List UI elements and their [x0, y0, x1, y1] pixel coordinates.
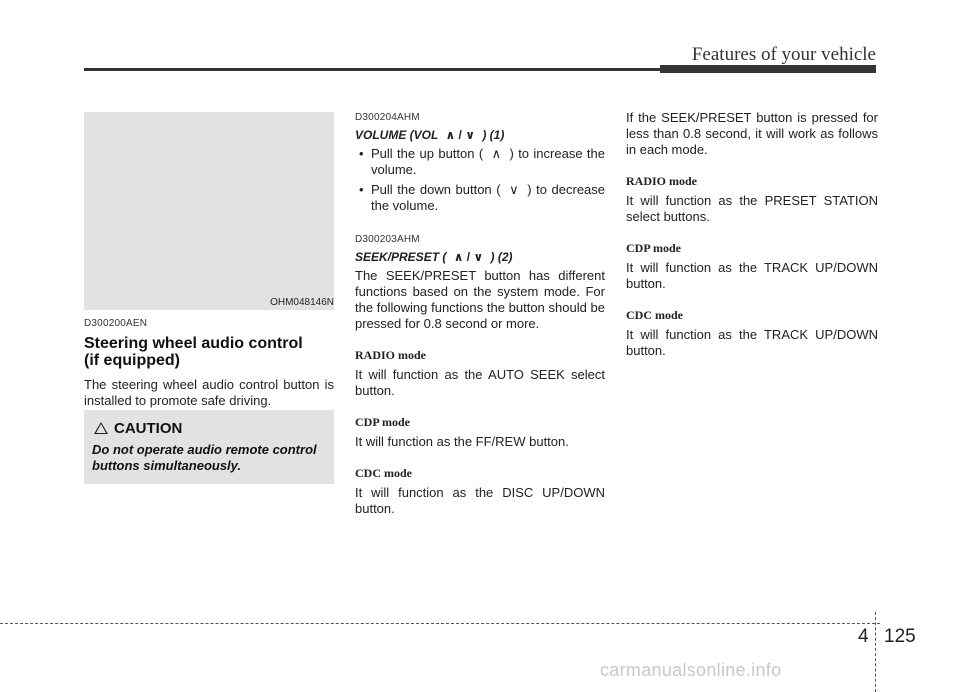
cdp-mode-heading-2: CDP mode [626, 241, 681, 255]
caution-title-text: CAUTION [114, 420, 183, 437]
header-rule-accent [660, 65, 876, 73]
volume-heading [355, 128, 605, 142]
up-arrow-icon: ∧ [491, 146, 502, 161]
cdc-mode-text-2: It will function as the TRACK UP/DOWN button. [626, 327, 878, 358]
bullet-down-text: Pull the down button ( [371, 182, 501, 197]
bullet-up-suffix: ) to increase the volume. [371, 146, 605, 177]
illustration-placeholder [84, 112, 334, 310]
page-number: 125 [884, 626, 916, 647]
volume-code: D300204AHM [355, 112, 420, 123]
footer-divider [875, 612, 876, 692]
volume-bullet-down [355, 182, 605, 214]
volume-bullet-up [355, 146, 605, 178]
caution-box [84, 410, 334, 484]
cdc-mode-text: It will function as the DISC UP/DOWN button. [355, 485, 605, 516]
short-press-intro: If the SEEK/PRESET button is pressed for less than 0.8 second, it will work as follows in each mode. [626, 110, 878, 157]
cdp-mode-heading: CDP mode [355, 415, 410, 429]
column-2 [355, 112, 605, 517]
radio-mode-text-2: It will function as the PRESET STATION select buttons. [626, 193, 878, 224]
up-down-arrows-icon: ∧ / ∨ [445, 128, 475, 142]
radio-mode-heading-2: RADIO mode [626, 174, 697, 188]
seek-heading [355, 250, 605, 264]
seek-heading-suffix: ) (2) [490, 250, 513, 264]
caution-title [94, 420, 182, 437]
seek-heading-text: SEEK/PRESET ( [355, 250, 447, 264]
section-number: 4 [858, 626, 869, 647]
section-code: D300200AEN [84, 318, 148, 329]
column-1 [84, 318, 334, 409]
warning-triangle-icon [94, 422, 108, 434]
heading-line-2: (if equipped) [84, 352, 180, 369]
section-heading [84, 335, 334, 369]
cdp-mode-text-2: It will function as the TRACK UP/DOWN button. [626, 260, 878, 291]
intro-paragraph: The steering wheel audio control button is installed to promote safe driving. [84, 377, 334, 408]
page-header-title: Features of your vehicle [691, 44, 876, 65]
bullet-up-text: Pull the up button ( [371, 146, 484, 161]
column-3 [626, 110, 878, 359]
cdc-mode-heading-2: CDC mode [626, 308, 683, 322]
image-code: OHM048146N [270, 297, 334, 308]
seek-code: D300203AHM [355, 234, 420, 245]
volume-heading-text: VOLUME (VOL [355, 128, 439, 142]
heading-line-1: Steering wheel audio control [84, 335, 303, 352]
volume-heading-suffix: ) (1) [482, 128, 505, 142]
footer-rule [0, 623, 880, 624]
cdp-mode-text: It will function as the FF/REW button. [355, 434, 569, 449]
bullet-down-suffix: ) to decrease the volume. [371, 182, 606, 213]
seek-paragraph: The SEEK/PRESET button has different functions based on the system mode. For the following functions the button should be pressed for 0.8 second or more. [355, 268, 605, 331]
up-down-arrows-icon: ∧ / ∨ [453, 250, 484, 264]
down-arrow-icon: ∨ [509, 182, 519, 197]
radio-mode-text: It will function as the AUTO SEEK select button. [355, 367, 605, 398]
radio-mode-heading: RADIO mode [355, 348, 426, 362]
watermark: carmanualsonline.info [600, 660, 782, 680]
cdc-mode-heading: CDC mode [355, 466, 412, 480]
caution-text: Do not operate audio remote control buttons simultaneously. [92, 442, 317, 473]
